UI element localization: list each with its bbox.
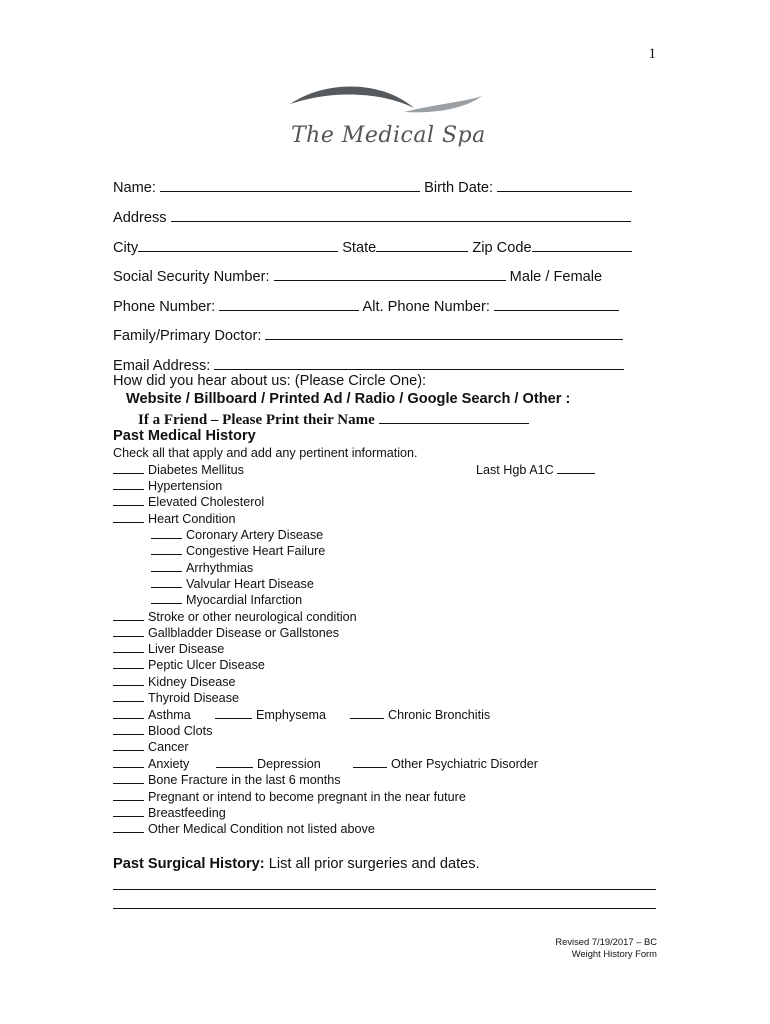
- item-label: Myocardial Infarction: [186, 593, 303, 607]
- checklist-item-thyroid: [113, 690, 239, 705]
- state-label: State: [342, 240, 377, 256]
- checkbox-blank[interactable]: [113, 756, 144, 768]
- zip-field[interactable]: [532, 237, 632, 252]
- item-label: Heart Condition: [148, 512, 236, 526]
- phone-row: [113, 296, 619, 315]
- item-label: Coronary Artery Disease: [186, 528, 324, 542]
- checkbox-blank[interactable]: [113, 707, 144, 719]
- address-row: [113, 207, 631, 226]
- item-label: Blood Clots: [148, 724, 213, 738]
- checklist-item-peptic: [113, 657, 265, 672]
- surgical-history-title: Past Surgical History:: [113, 856, 265, 872]
- checklist-item-valvular: [151, 576, 314, 591]
- item-label: Kidney Disease: [148, 675, 236, 689]
- checkbox-blank[interactable]: [113, 772, 144, 784]
- item-label: Valvular Heart Disease: [186, 577, 314, 591]
- referral-friend-label: If a Friend – Please Print their Name: [138, 412, 375, 428]
- referral-question: How did you hear about us: (Please Circle One):: [113, 373, 427, 389]
- email-field[interactable]: [214, 355, 624, 370]
- checklist-item-heart: [113, 511, 236, 526]
- email-row: [113, 355, 624, 374]
- checkbox-blank[interactable]: [113, 641, 144, 653]
- checklist-item-liver: [113, 641, 224, 656]
- checkbox-blank[interactable]: [113, 739, 144, 751]
- doctor-row: [113, 325, 623, 344]
- checkbox-blank[interactable]: [353, 756, 387, 768]
- item-label: Other Psychiatric Disorder: [391, 757, 538, 771]
- checklist-item-breastfeeding: [113, 805, 226, 820]
- checkbox-blank[interactable]: [113, 805, 144, 817]
- checklist-item-bronchitis: [350, 707, 490, 722]
- checkbox-blank[interactable]: [113, 494, 144, 506]
- city-label: City: [113, 240, 139, 256]
- hgb-row: [476, 462, 595, 477]
- checklist-item-arrhythmias: [151, 560, 253, 575]
- checkbox-blank[interactable]: [113, 821, 144, 833]
- item-label: Emphysema: [256, 708, 326, 722]
- item-label: Depression: [257, 757, 321, 771]
- footer-form-name: Weight History Form: [571, 948, 657, 959]
- surgery-line-1[interactable]: [113, 889, 656, 890]
- phone-field[interactable]: [219, 296, 359, 311]
- item-label: Liver Disease: [148, 642, 225, 656]
- checklist-item-anxiety: [113, 756, 189, 771]
- checkbox-blank[interactable]: [151, 592, 182, 604]
- item-label: Arrhythmias: [186, 561, 254, 575]
- name-row: [113, 177, 632, 196]
- item-label: Congestive Heart Failure: [186, 544, 326, 558]
- item-label: Cancer: [148, 740, 189, 754]
- checklist-item-stroke: [113, 609, 357, 624]
- item-label: Stroke or other neurological condition: [148, 610, 357, 624]
- referral-options[interactable]: Website / Billboard / Printed Ad / Radio / Google Search / Other :: [126, 391, 571, 407]
- page-number: 1: [648, 46, 656, 62]
- ssn-field[interactable]: [274, 266, 506, 281]
- checkbox-blank[interactable]: [151, 543, 182, 555]
- checklist-item-fracture: [113, 772, 341, 787]
- surgery-line-2[interactable]: [113, 908, 656, 909]
- checkbox-blank[interactable]: [151, 560, 182, 572]
- checklist-item-other: [113, 821, 375, 836]
- surgical-history-row: [113, 856, 480, 872]
- checkbox-blank[interactable]: [151, 527, 182, 539]
- ssn-label: Social Security Number:: [113, 269, 270, 285]
- email-label: Email Address:: [113, 358, 211, 374]
- checklist-item-clots: [113, 723, 212, 738]
- doctor-field[interactable]: [265, 325, 623, 340]
- checklist-item-psych: [353, 756, 538, 771]
- zip-label: Zip Code: [472, 240, 532, 256]
- checkbox-blank[interactable]: [113, 789, 144, 801]
- sex-option[interactable]: Male / Female: [509, 269, 603, 285]
- hgb-field[interactable]: [557, 462, 595, 474]
- checklist-item-mi: [151, 592, 302, 607]
- address-label: Address: [113, 210, 167, 226]
- checkbox-blank[interactable]: [113, 511, 144, 523]
- checklist-item-cholesterol: [113, 494, 264, 509]
- referral-friend-row: [138, 409, 529, 429]
- city-field[interactable]: [138, 237, 338, 252]
- birth-date-field[interactable]: [497, 177, 632, 192]
- city-row: [113, 237, 632, 256]
- checklist-item-chf: [151, 543, 325, 558]
- checkbox-blank[interactable]: [113, 625, 144, 637]
- checkbox-blank[interactable]: [113, 462, 144, 474]
- medical-history-instructions: Check all that apply and add any pertinent information.: [113, 446, 418, 460]
- item-label: Bone Fracture in the last 6 months: [148, 773, 341, 787]
- checklist-item-diabetes: [113, 462, 244, 477]
- state-field[interactable]: [376, 237, 468, 252]
- checklist-item-kidney: [113, 674, 236, 689]
- item-label: Gallbladder Disease or Gallstones: [148, 626, 340, 640]
- checkbox-blank[interactable]: [113, 657, 144, 669]
- item-label: Peptic Ulcer Disease: [148, 658, 265, 672]
- footer-revised: Revised 7/19/2017 – BC: [555, 936, 657, 947]
- checkbox-blank[interactable]: [113, 690, 144, 702]
- checklist-item-gallbladder: [113, 625, 339, 640]
- checkbox-blank[interactable]: [113, 723, 144, 735]
- name-label: Name:: [113, 180, 156, 196]
- ssn-row: [113, 266, 602, 285]
- item-label: Thyroid Disease: [148, 691, 239, 705]
- checklist-item-pregnant: [113, 789, 466, 804]
- surgical-history-instructions: List all prior surgeries and dates.: [268, 856, 480, 872]
- alt-phone-label: Alt. Phone Number:: [362, 299, 490, 315]
- item-label: Hypertension: [148, 479, 223, 493]
- checklist-item-depression: [216, 756, 321, 771]
- checklist-item-hypertension: [113, 478, 222, 493]
- checkbox-blank[interactable]: [113, 674, 144, 686]
- medical-history-title: Past Medical History: [113, 428, 256, 444]
- address-field[interactable]: [171, 207, 631, 222]
- doctor-label: Family/Primary Doctor:: [113, 328, 262, 344]
- name-field[interactable]: [160, 177, 420, 192]
- checkbox-blank[interactable]: [216, 756, 253, 768]
- checkbox-blank[interactable]: [215, 707, 252, 719]
- item-label: Elevated Cholesterol: [148, 495, 265, 509]
- hgb-label: Last Hgb A1C: [476, 463, 554, 477]
- checklist-item-cad: [151, 527, 323, 542]
- checkbox-blank[interactable]: [113, 609, 144, 621]
- referral-friend-field[interactable]: [379, 409, 529, 424]
- phone-label: Phone Number:: [113, 299, 216, 315]
- item-label: Anxiety: [148, 757, 190, 771]
- checklist-item-cancer: [113, 739, 189, 754]
- item-label: Chronic Bronchitis: [388, 708, 491, 722]
- checklist-item-emphysema: [215, 707, 326, 722]
- alt-phone-field[interactable]: [494, 296, 619, 311]
- checkbox-blank[interactable]: [350, 707, 384, 719]
- birth-date-label: Birth Date:: [424, 180, 494, 196]
- checkbox-blank[interactable]: [151, 576, 182, 588]
- item-label: Diabetes Mellitus: [148, 463, 244, 477]
- item-label: Other Medical Condition not listed above: [148, 822, 375, 836]
- item-label: Pregnant or intend to become pregnant in the near future: [148, 790, 466, 804]
- checkbox-blank[interactable]: [113, 478, 144, 490]
- item-label: Breastfeeding: [148, 806, 226, 820]
- logo-text: The Medical Spa: [291, 123, 486, 148]
- checklist-item-asthma: [113, 707, 191, 722]
- item-label: Asthma: [148, 708, 191, 722]
